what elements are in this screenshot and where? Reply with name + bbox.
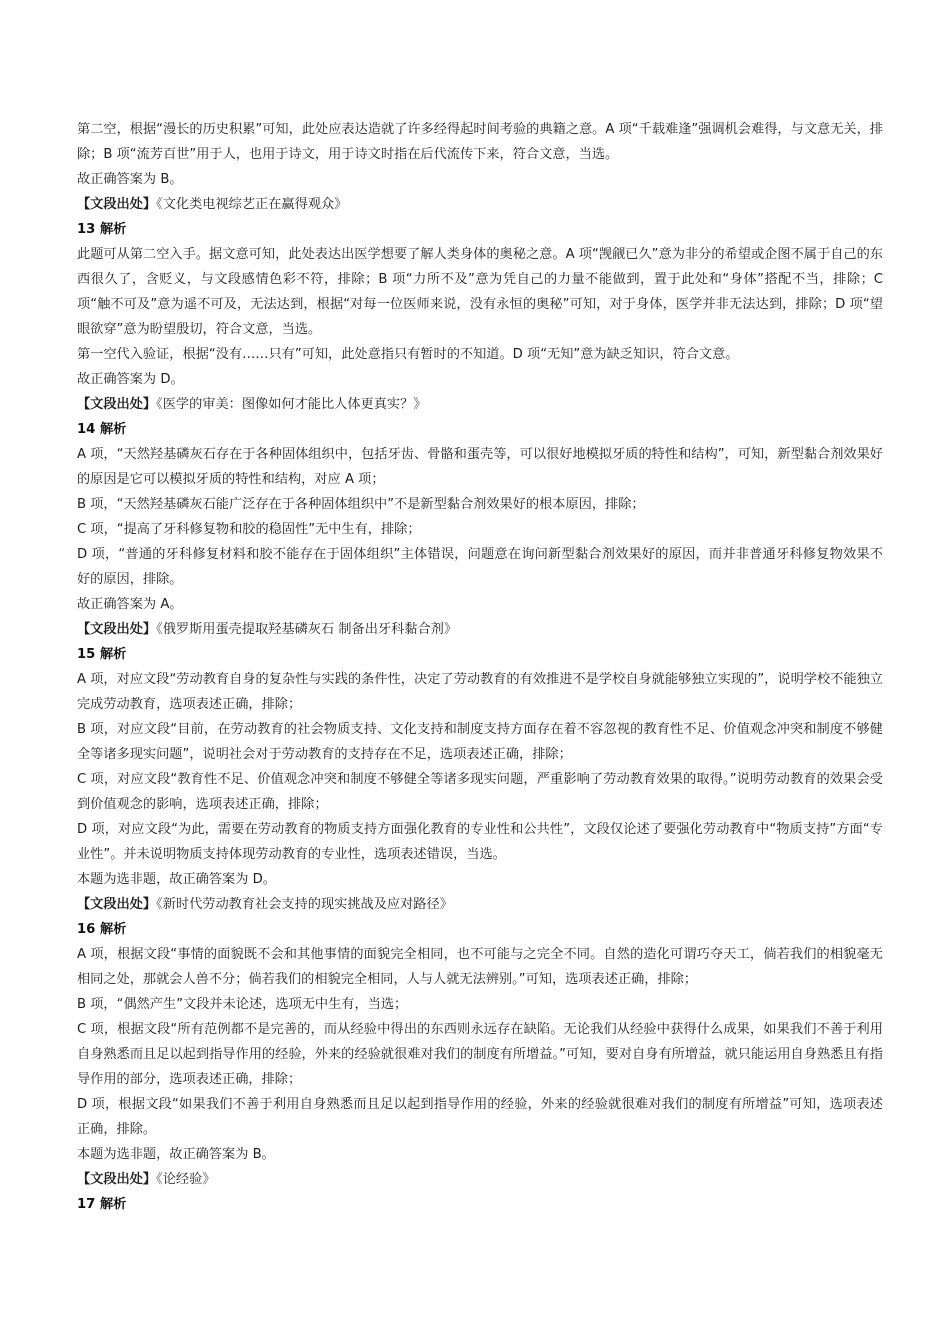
question-heading: 15 解析 xyxy=(77,647,127,662)
explanation-paragraph: D 项，对应文段“为此，需要在劳动教育的物质支持方面强化教育的专业性和公共性”，文段仅论述了要强化劳动教育中“物质支持”方面“专业性”。并未说明物质支持体现劳动教育的专业性，选项表述错误，当选。 xyxy=(77,822,883,862)
question-heading: 16 解析 xyxy=(77,922,127,937)
source-citation xyxy=(77,1167,883,1192)
question-heading: 13 解析 xyxy=(77,222,127,237)
explanation-paragraph: B 项，“天然羟基磷灰石能广泛存在于各种固体组织中”不是新型黏合剂效果好的根本原因，排除； xyxy=(77,497,645,512)
source-label: 【文段出处】 xyxy=(77,1172,157,1187)
source-label: 【文段出处】 xyxy=(77,897,157,912)
explanation-paragraph: 第一空代入验证，根据“没有……只有”可知，此处意指只有暂时的不知道。D 项“无知”意为缺乏知识，符合文意。 xyxy=(77,347,739,362)
source-citation xyxy=(77,892,883,917)
source-title: 《文化类电视综艺正在赢得观众》 xyxy=(156,197,348,212)
source-citation xyxy=(77,392,883,417)
explanation-paragraph: C 项，根据文段“所有范例都不是完善的，而从经验中得出的东西则永远存在缺陷。无论我们从经验中获得什么成果，如果我们不善于利用自身熟悉而且足以起到指导作用的经验，外来的经验就很难对我们的制度有所增益。”可知，要对自身有所增益，就只能运用自身熟悉且有指导作用的部分，选项表述正确，排除； xyxy=(77,1022,883,1087)
explanation-paragraph: 本题为选非题，故正确答案为 D。 xyxy=(77,872,276,887)
source-label: 【文段出处】 xyxy=(77,622,157,637)
explanation-paragraph: 此题可从第二空入手。据文意可知，此处表达出医学想要了解人类身体的奥秘之意。A 项“觊觎已久”意为非分的希望或企图不属于自己的东西很久了，含贬义，与文段感情色彩不符，排除；B 项“力所不及”意为凭自己的力量不能做到，置于此处和“身体”搭配不当，排除；C 项“触不可及”意为遥不可及，无法达到，根据“对每一位医师来说，没有永恒的奥秘”可知，对于身体，医学并非无法达到，排除；D 项“望眼欲穿”意为盼望殷切，符合文意，当选。 xyxy=(77,247,883,337)
source-label: 【文段出处】 xyxy=(77,197,157,212)
explanation-paragraph: D 项，“普通的牙科修复材料和胶不能存在于固体组织”主体错误，问题意在询问新型黏合剂效果好的原因，而并非普通牙科修复物效果不好的原因，排除。 xyxy=(77,547,883,587)
explanation-paragraph: A 项，对应文段“劳动教育自身的复杂性与实践的条件性，决定了劳动教育的有效推进不是学校自身就能够独立实现的”，说明学校不能独立完成劳动教育，选项表述正确，排除； xyxy=(77,672,883,712)
source-title: 《医学的审美：图像如何才能比人体更真实？》 xyxy=(156,397,427,412)
question-heading: 14 解析 xyxy=(77,422,127,437)
source-label: 【文段出处】 xyxy=(77,397,157,412)
explanation-paragraph: A 项，“天然羟基磷灰石存在于各种固体组织中，包括牙齿、骨骼和蛋壳等，可以很好地模拟牙质的特性和结构”，可知，新型黏合剂效果好的原因是它可以模拟牙质的特性和结构，对应 A 项； xyxy=(77,447,883,487)
explanation-paragraph: 故正确答案为 D。 xyxy=(77,372,184,387)
source-title: 《论经验》 xyxy=(156,1172,216,1187)
question-heading: 17 解析 xyxy=(77,1197,127,1212)
explanation-paragraph: D 项，根据文段“如果我们不善于利用自身熟悉而且足以起到指导作用的经验，外来的经验就很难对我们的制度有所增益”可知，选项表述正确，排除。 xyxy=(77,1097,883,1137)
explanation-paragraph: 第二空，根据“漫长的历史积累”可知，此处应表达造就了许多经得起时间考验的典籍之意。A 项“千载难逢”强调机会难得，与文意无关，排除；B 项“流芳百世”用于人，也用于诗文，用于诗文时指在后代流传下来，符合文意，当选。 xyxy=(77,122,883,162)
explanation-paragraph: C 项，“提高了牙科修复物和胶的稳固性”无中生有，排除； xyxy=(77,522,421,537)
answer-explanations-page xyxy=(77,117,883,1217)
explanation-paragraph: B 项，对应文段“目前，在劳动教育的社会物质支持、文化支持和制度支持方面存在着不容忽视的教育性不足、价值观念冲突和制度不够健全等诸多现实问题”，说明社会对于劳动教育的支持存在不足，选项表述正确，排除； xyxy=(77,722,883,762)
explanation-paragraph: B 项，“偶然产生”文段并未论述，选项无中生有，当选； xyxy=(77,997,408,1012)
source-title: 《新时代劳动教育社会支持的现实挑战及应对路径》 xyxy=(156,897,453,912)
explanation-paragraph: 故正确答案为 A。 xyxy=(77,597,183,612)
source-citation xyxy=(77,617,883,642)
source-citation xyxy=(77,192,883,217)
source-title: 《俄罗斯用蛋壳提取羟基磷灰石 制备出牙科黏合剂》 xyxy=(156,622,458,637)
explanation-paragraph: A 项，根据文段“事情的面貌既不会和其他事情的面貌完全相同，也不可能与之完全不同。自然的造化可谓巧夺天工，倘若我们的相貌毫无相同之处，那就会人兽不分；倘若我们的相貌完全相同，人与人就无法辨别。”可知，选项表述正确，排除； xyxy=(77,947,883,987)
explanation-paragraph: 故正确答案为 B。 xyxy=(77,172,183,187)
explanation-paragraph: 本题为选非题，故正确答案为 B。 xyxy=(77,1147,275,1162)
explanation-paragraph: C 项，对应文段“教育性不足、价值观念冲突和制度不够健全等诸多现实问题，严重影响了劳动教育效果的取得。”说明劳动教育的效果会受到价值观念的影响，选项表述正确，排除； xyxy=(77,772,883,812)
